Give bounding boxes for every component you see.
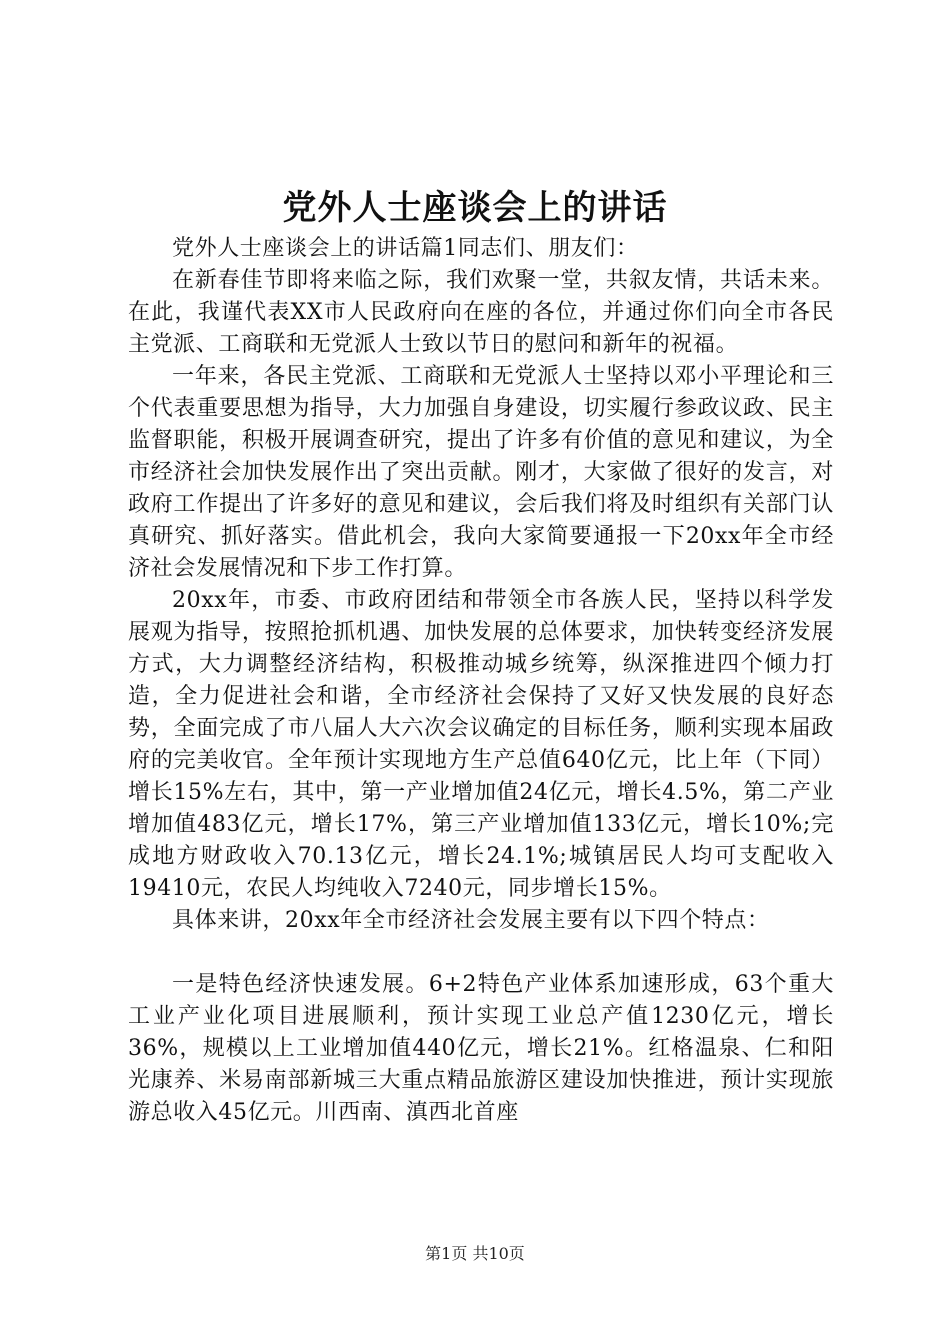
paragraph-four-features: 具体来讲，20xx年全市经济社会发展主要有以下四个特点： <box>172 908 770 933</box>
page-footer: 第1页 共10页 <box>425 1244 525 1263</box>
paragraph-greeting: 党外人士座谈会上的讲话篇1同志们、朋友们： <box>172 236 639 261</box>
page-title: 党外人士座谈会上的讲话 <box>282 188 668 228</box>
paragraph-feature-one: 一是特色经济快速发展。6+2特色产业体系加速形成，63个重大工业产业化项目进展顺利，预计实现工业总产值1230亿元，增长36%，规模以上工业增加值440亿元，增长21%。红格温泉、仁和阳光康养、米易南部新城三大重点精品旅游区建设加快推进，预计实现旅游总收入45亿元。川西南、滇西北首座 <box>128 972 834 1125</box>
document-body <box>128 233 834 1129</box>
paragraph-economy-stats: 20xx年，市委、市政府团结和带领全市各族人民，坚持以科学发展观为指导，按照抢抓机遇、加快发展的总体要求，加快转变经济发展方式，大力调整经济结构，积极推动城乡统筹，纵深推进四个倾力打造，全力促进社会和谐，全市经济社会保持了又好又快发展的良好态势，全面完成了市八届人大六次会议确定的目标任务，顺利实现本届政府的完美收官。全年预计实现地方生产总值640亿元，比上年（下同）增长15%左右，其中，第一产业增加值24亿元，增长4.5%，第二产业增加值483亿元，增长17%，第三产业增加值133亿元，增长10%;完成地方财政收入70.13亿元，增长24.1%;城镇居民人均可支配收入19410元，农民人均纯收入7240元，同步增长15%。 <box>128 588 834 901</box>
paragraph-year-review: 一年来，各民主党派、工商联和无党派人士坚持以邓小平理论和三个代表重要思想为指导，大力加强自身建设，切实履行参政议政、民主监督职能，积极开展调查研究，提出了许多有价值的意见和建议，为全市经济社会加快发展作出了突出贡献。刚才，大家做了很好的发言，对政府工作提出了许多好的意见和建议，会后我们将及时组织有关部门认真研究、抓好落实。借此机会，我向大家简要通报一下20xx年全市经济社会发展情况和下步工作打算。 <box>128 364 834 581</box>
paragraph-new-year: 在新春佳节即将来临之际，我们欢聚一堂，共叙友情，共话未来。在此，我谨代表XX市人民政府向在座的各位，并通过你们向全市各民主党派、工商联和无党派人士致以节日的慰问和新年的祝福。 <box>128 268 834 357</box>
